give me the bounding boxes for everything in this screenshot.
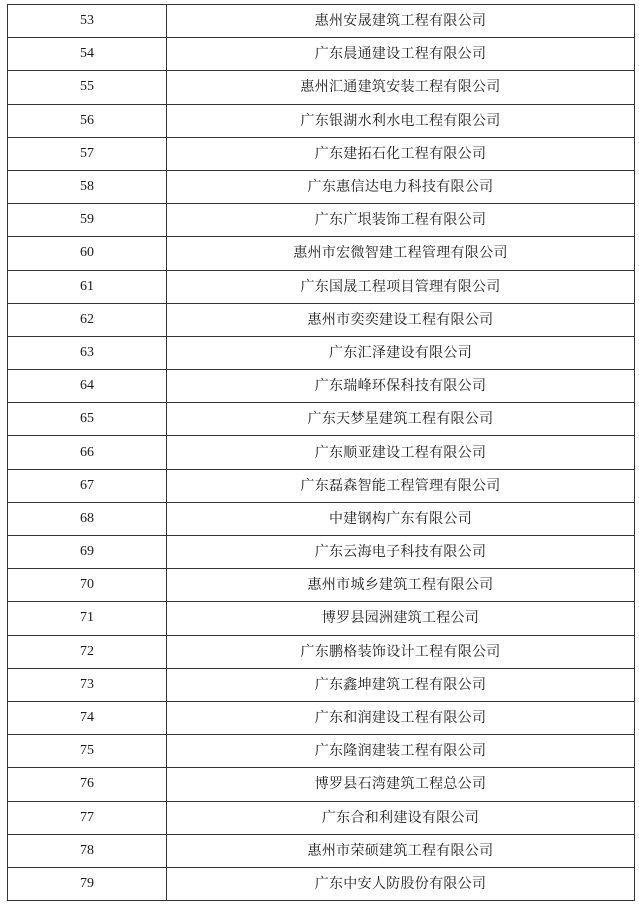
company-name: 中建钢构广东有限公司 xyxy=(167,502,635,535)
table-row xyxy=(8,137,635,170)
row-number: 70 xyxy=(8,569,167,602)
company-name: 博罗县石湾建筑工程总公司 xyxy=(167,768,635,801)
table-row xyxy=(8,104,635,137)
table-row xyxy=(8,867,635,900)
row-number: 76 xyxy=(8,768,167,801)
table-row xyxy=(8,768,635,801)
table-row xyxy=(8,38,635,71)
company-name: 广东鹏格装饰设计工程有限公司 xyxy=(167,635,635,668)
row-number: 69 xyxy=(8,536,167,569)
company-name: 惠州市城乡建筑工程有限公司 xyxy=(167,569,635,602)
row-number: 53 xyxy=(8,5,167,38)
row-number: 79 xyxy=(8,867,167,900)
table-row xyxy=(8,436,635,469)
table-row xyxy=(8,635,635,668)
row-number: 67 xyxy=(8,469,167,502)
company-name: 广东晨通建设工程有限公司 xyxy=(167,38,635,71)
table-row xyxy=(8,569,635,602)
row-number: 56 xyxy=(8,104,167,137)
row-number: 64 xyxy=(8,370,167,403)
company-name: 广东中安人防股份有限公司 xyxy=(167,867,635,900)
company-name: 惠州安晟建筑工程有限公司 xyxy=(167,5,635,38)
table-row xyxy=(8,336,635,369)
row-number: 77 xyxy=(8,801,167,834)
table-row xyxy=(8,602,635,635)
row-number: 66 xyxy=(8,436,167,469)
company-name: 广东顺亚建设工程有限公司 xyxy=(167,436,635,469)
table-row xyxy=(8,735,635,768)
row-number: 59 xyxy=(8,204,167,237)
table-row xyxy=(8,701,635,734)
company-name: 博罗县园洲建筑工程公司 xyxy=(167,602,635,635)
table-row xyxy=(8,303,635,336)
company-name: 广东云海电子科技有限公司 xyxy=(167,536,635,569)
table-row xyxy=(8,204,635,237)
company-name: 广东和润建设工程有限公司 xyxy=(167,701,635,734)
company-name: 广东隆润建装工程有限公司 xyxy=(167,735,635,768)
company-name: 广东天梦星建筑工程有限公司 xyxy=(167,403,635,436)
row-number: 63 xyxy=(8,336,167,369)
table-row xyxy=(8,270,635,303)
company-name: 惠州市荣硕建筑工程有限公司 xyxy=(167,834,635,867)
table-row xyxy=(8,469,635,502)
table-row xyxy=(8,370,635,403)
company-name: 广东建拓石化工程有限公司 xyxy=(167,137,635,170)
row-number: 73 xyxy=(8,668,167,701)
row-number: 75 xyxy=(8,735,167,768)
row-number: 78 xyxy=(8,834,167,867)
table-row xyxy=(8,403,635,436)
table-row xyxy=(8,71,635,104)
row-number: 61 xyxy=(8,270,167,303)
company-name: 广东合和利建设有限公司 xyxy=(167,801,635,834)
row-number: 72 xyxy=(8,635,167,668)
row-number: 65 xyxy=(8,403,167,436)
row-number: 74 xyxy=(8,701,167,734)
company-name: 惠州市奕奕建设工程有限公司 xyxy=(167,303,635,336)
table-row xyxy=(8,536,635,569)
row-number: 62 xyxy=(8,303,167,336)
table-row xyxy=(8,668,635,701)
company-name: 广东汇泽建设有限公司 xyxy=(167,336,635,369)
table-row xyxy=(8,502,635,535)
company-list-table xyxy=(7,4,635,901)
row-number: 71 xyxy=(8,602,167,635)
row-number: 55 xyxy=(8,71,167,104)
row-number: 57 xyxy=(8,137,167,170)
company-name: 广东瑞峰环保科技有限公司 xyxy=(167,370,635,403)
company-name: 广东银湖水利水电工程有限公司 xyxy=(167,104,635,137)
table-row xyxy=(8,170,635,203)
row-number: 58 xyxy=(8,170,167,203)
company-name: 惠州市宏微智建工程管理有限公司 xyxy=(167,237,635,270)
company-name: 广东鑫坤建筑工程有限公司 xyxy=(167,668,635,701)
company-name: 广东惠信达电力科技有限公司 xyxy=(167,170,635,203)
company-name: 广东国晟工程项目管理有限公司 xyxy=(167,270,635,303)
table-row xyxy=(8,834,635,867)
company-name: 惠州汇通建筑安装工程有限公司 xyxy=(167,71,635,104)
company-name: 广东磊森智能工程管理有限公司 xyxy=(167,469,635,502)
company-list-body xyxy=(8,5,635,901)
row-number: 60 xyxy=(8,237,167,270)
row-number: 68 xyxy=(8,502,167,535)
company-list-table-container xyxy=(7,4,632,901)
table-row xyxy=(8,5,635,38)
table-row xyxy=(8,237,635,270)
table-row xyxy=(8,801,635,834)
row-number: 54 xyxy=(8,38,167,71)
company-name: 广东广垠装饰工程有限公司 xyxy=(167,204,635,237)
